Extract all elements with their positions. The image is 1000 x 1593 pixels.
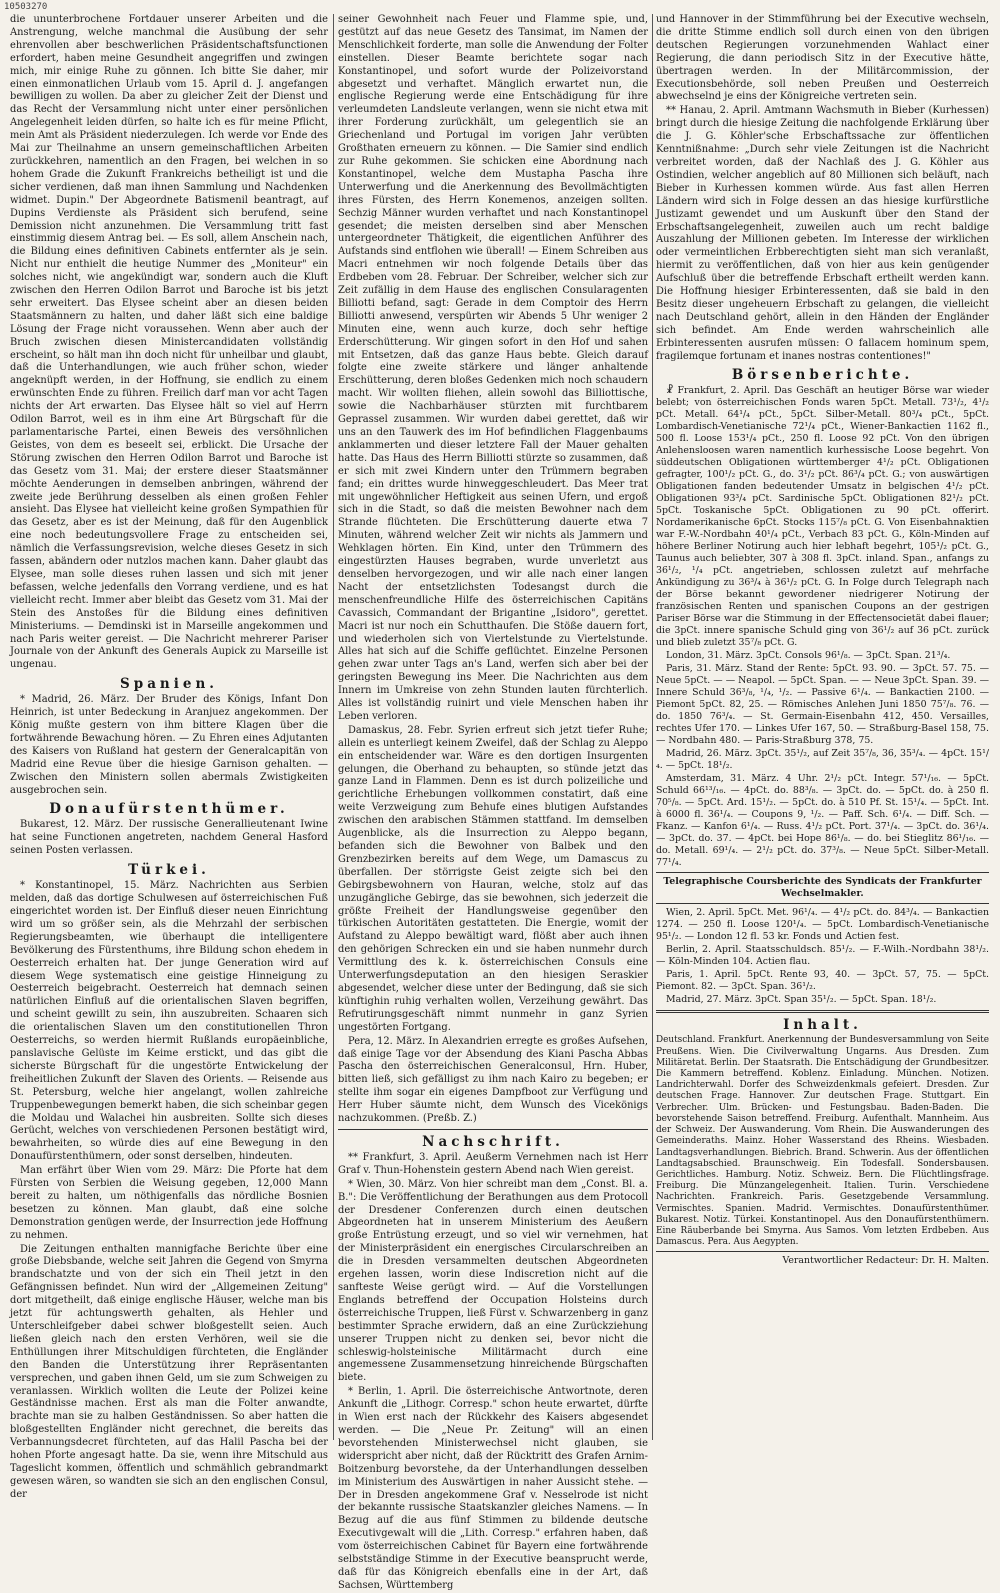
market-report: Madrid, 26. März. 3pCt. 35¹/₂, auf Zeit 35⁷/₈, 36, 35³/₄. — 4pCt. 15¹/₄. — 5pCt. 18¹/₂.	[656, 748, 989, 772]
section-heading-nachschrift: Nachschrift.	[422, 1133, 564, 1150]
column-rule	[652, 14, 653, 1440]
article-paragraph: Man erfährt über Wien vom 29. März: Die Pforte hat dem Fürsten von Serbien die Weisung gegeben, 12,000 Mann bereit zu halten, um nöthigenfalls das nördliche Bosnien besetzen zu können. Man glaubt, daß eine solche Demonstration genügen werde, der Insurrection jede Hoffnung zu nehmen.	[10, 1165, 328, 1241]
article-paragraph: Damaskus, 28. Febr. Syrien erfreut sich jetzt tiefer Ruhe; allein es unterliegt keinem Zweifel, daß der Schlag zu Aleppo ein entscheidender war. Wäre es den dortigen Insurgenten gelungen, die Oberhand zu behaupten, so stünde jetzt das ganze Land in Flammen. Denn es ist durch polizeiliche und gerichtliche Erhebungen vollkommen constatirt, daß eine weite Verzweigung zum Behufe eines blutigen Aufstandes zwischen den arabischen Stämmen stattfand. Im demselben Augenblicke, als die Insurrection zu Aleppo begann, befanden sich die Bewohner von Balbek und den Grenzbezirken bereits auf dem Wege, um Damascus zu überfallen. Der störrigste Geist zeigte sich bei den Gebirgsbewohnern von Hauran, welche, stolz auf das unzugängliche Gebirge, das sie bewohnen, sich jederzeit die größte Freiheit der Handlungsweise gegenüber den türkischen Autoritäten gestatteten. Die Energie, womit der Aufstand zu Aleppo bewältigt ward, flößt aber auch ihnen den gehörigen Schrecken ein und sie haben nunmehr durch Vermittlung des k. k. österreichischen Consuls eine Unterwerfungsdeputation an den hiesigen Seraskier abgesendet, welcher diese unter der Bedingung, daß sie sich künftighin ruhig verhalten wollen, Verzeihung gewährt. Das Refrutirungsgeschäft nimmt nunmehr in ganz Syrien ungestörten Fortgang.	[338, 724, 648, 1033]
article-paragraph: seiner Gewohnheit nach Feuer und Flamme spie, und, gestützt auf das neue Gesetz des Tansimat, im Namen der Menschlichkeit forderte, man solle die Anwendung der Folter einstellen. Dieser Beamte berichtete sogar nach Konstantinopel, und sofort wurde der Polizeivorstand abgesetzt und verhaftet. Mänglich erwartet nun, die englische Regierung werde eine Entschädigung für ihre verleumdeten Landsleute verlangen, wenn sie nicht etwa mit ihrer Forderung zurückhält, um gelegentlich sie an Griechenland und Portugal im vorigen Jahr verübten Großthaten erneuern zu können. — Die Samier sind endlich zur Ruhe gekommen. Sie schicken eine Abordnung nach Konstantinopel, welche dem Mustapha Pascha ihre Unterwerfung und die Anerkennung des Bevollmächtigten ihres Fürsten, des Herrn Konemenos, anzeigen sollten. Sechzig Männer wurden verhaftet und nach Konstantinopel gesendet; die meisten derselben sind aber Menschen untergeordneter Thätigkeit, die eigentlichen Anführer des Aufstands sind entflohen wie überall! — Einem Schreiben aus Macri entnehmen wir noch folgende Details über das Erdbeben vom 28. Februar. Der Schreiber, welcher sich zur Zeit zufällig in dem Hause des englischen Consularagenten Billiotti befand, sagt: Gerade in dem Comptoir des Herrn Billiotti anwesend, verspürten wir Abends 5 Uhr weniger 2 Minuten eine, wenn auch kurze, doch sehr heftige Erderschütterung. Wir gingen sofort in den Hof und sahen mit Entsetzen, daß das ganze Haus bebte. Gleich darauf folgte eine zweite stärkere und länger anhaltende Erschütterung, deren bloßes Gedenken mich noch schaudern macht. Wir wollten fliehen, allein sowohl das Billiottische, sowie die Nachbarhäuser stürzten mit furchtbarem Geprassel zusammen. Wir wurden dabei gerettet, daß wir uns an den Tauwerk des im Hof befindlichen Flaggenbaums anklammerten und dieser letztere Fall der Mauer gehalten hatte. Das Haus des Herrn Billiotti stürzte so zusammen, daß er sich mit zwei Kindern unter den Trümmern begraben fand; ein drittes wurde hinweggeschleudert. Das Meer trat mit ungewöhnlicher Heftigkeit aus seinen Ufern, und ergoß sich in die Stadt, so daß die meisten Bewohner nach dem Strande flüchteten. Die Erschütterung dauerte etwa 7 Minuten, während welcher Zeit wir nichts als Jammern und Wehklagen hörten. Ein Kind, unter den Trümmern des eingestürzten Hauses begraben, wurde unverletzt aus denselben hervorgezogen, und wir alle nach einer langen Nacht der entsetzlichsten Todesangst durch die menschenfreundliche Hilfe des österreichischen Capitäns Cavassich, Commandant der Brigantine „Isidoro", gerettet. Macri ist nur noch ein Schutthaufen. Die Stöße dauern fort, und wiederholen sich von Viertelstunde zu Viertelstunde. Alles hat sich auf die Schiffe geflüchtet. Einzelne Personen gehen zwar unter Tags an's Land, werfen sich aber bei der geringsten Bewegung ins Meer. Die Nachrichten aus dem Innern im Umkreise von zehn Stunden lauten fürchterlich. Alles ist vollständig ruinirt und viele Menschen haben ihr Leben verloren.	[338, 14, 649, 722]
market-report: Amsterdam, 31. März. 4 Uhr. 2¹/₂ pCt. Integr. 57¹/₁₆. — 5pCt. Schuld 66¹³/₁₆. — 4pCt. do. 88³/₈. — 3pCt. do. — 5pCt. do. à 250 fl. 70⁵/₈. — 5pCt. Ard. 15¹/₂. — 5pCt. do. à 510 Pf. St. 15¹/₄. — 5pCt. Int. à 6000 fl. 36¹/₄. — Coupons 9, ¹/₂. — Paff. Sch. 6¹/₄. — Diff. Sch. — Fkanz. — Kanfon 6¹/₄. — Russ. 4¹/₂ pCt. Port. 37¹/₄. — 3pCt. do. 36¹/₄. — 3pCt. do. 37. — 4pCt. bei Hope 86¹/₈. — do. bei Stieglitz 86¹/₁₆. — do. Metall. 69¹/₄. — 2¹/₂ pCt. do. 37³/₈. — Neue 5pCt. Silber-Metall. 77¹/₄.	[656, 773, 989, 869]
column-rule	[333, 14, 334, 1440]
divider	[656, 903, 989, 904]
divider	[656, 1251, 989, 1252]
page-id: 10503270	[4, 2, 48, 12]
article-paragraph: ☧ Frankfurt, 2. April. Das Geschäft an heutiger Börse war wieder belebt; von österreichischen Fonds waren 5pCt. Metall. 73¹/₂, 4¹/₂ pCt. Metall. 64¹/₄ pCt., 5pCt. Silber-Metall. 80³/₄ pCt., 5pCt. Lombardisch-Venetianische 72¹/₄ pCt., Wiener-Bankactien 1162 fl., 500 fl. Loose 153¹/₄ pCt., 250 fl. Loose 92 pCt. Von den übrigen Anlehensloosen waren namentlich kurhessische Loose begehrt. Von süddeutschen Obligationen württemberger 4¹/₂ pCt. Obligationen gefragter, 100¹/₂ pCt. G., do. 3¹/₂ pCt. 86³/₄ pCt. G.; von auswärtigen Obligationen fanden bedeutender Umsatz in belgischen 4¹/₂ pCt. Obligationen 93³/₄ pCt. Sardinische 5pCt. Obligationen 82¹/₂ pCt. 5pCt. Toskanische 5pCt. Obligationen zu 90 pCt. offerirt. Nordamerikanische 6pCt. Stocks 115⁷/₈ pCt. G. Von Eisenbahnaktien war F.-W.-Nordbahn 40¹/₄ pCt., Verbach 83 pCt. G., Köln-Minden auf höhere Berliner Notirung auch hier lebhaft begehrt, 105¹/₂ pCt. G., Taunus auch beliebter, 307 à 308 fl. 3pCt. inland. Span., anfangs zu 36¹/₂, ¹/₄ pCt. angetrieben, schlossen zuletzt auf mehrfache Ankündigung zu 36³/₄ à 36¹/₂ pCt. G. In Folge durch Telegraph nach der Börse bekannt gewordener niedrigerer Notirung der französischen Renten und spanischen Coupons an der gestrigen Pariser Börse war die Stimmung in der Effectensocietät dabei flauer; die 3pCt. innere spanische Schuld ging von 36¹/₂ auf 36 pCt. zurück und blieb zuletzt 35⁷/₈ pCt. G.	[656, 385, 989, 649]
divider	[656, 1010, 989, 1013]
article-paragraph: * Konstantinopel, 15. März. Nachrichten aus Serbien melden, daß das dortige Schulwesen auf österreichischen Fuß eingerichtet worden ist. Der Einfluß dieser neuen Einrichtung wird um so größer sein, als die Mehrzahl der serbischen Regierungsbeamten, wie überhaupt die intelligentere Bevölkerung des Fürstenthums, ihre Bildung schon ehedem in Oesterreich erhalten hat. Der junge Generation wird auf diesem Wege systematisch eine geistige Hinneigung zu Oesterreich beigebracht. Oesterreich hat demnach seinen natürlichen Einfluß auf die orientalischen Slaven begriffen, und scheint gewillt zu sein, ihn auszubreiten. Schaaren sich die orientalischen Slaven um den constitutionellen Thron Oesterreichs, so werden hiermit Rußlands europäeinbliche, panslavische Gelüste im Keime erstickt, und das gibt die sicherste Bürgschaft für die ungestörte Entwickelung der freiheitlichen Zukunft der Slaven des Orients. — Reisende aus St. Petersburg, welche hier angelangt, wollen zahlreiche Truppenbewegungen bemerkt haben, die sich scheinbar gegen die Moldau und Walachei hin ausbreiten. Sollte sich dieses Gerücht, welches von verschiedenen Personen bestätigt wird, bewahrheiten, so würde dies auf eine Bewegung in den Donaufürstenthümern, oder sonst derselben, hindeuten.	[10, 880, 328, 1163]
market-report: Paris, 31. März. Stand der Rente: 5pCt. 93. 90. — 3pCt. 57. 75. — Neue 5pCt. — — Neapol. — 5pCt. Span. — — Neue 3pCt. Span. 39. — Innere Schuld 36³/₈, ¹/₄, ¹/₂. — Passive 6¹/₄. — Bankactien 2100. — Piemont 5pCt. 82, 25. — Römisches Anlehen Juni 1850 75⁷/₈. 76. — do. 1850 76³/₄. — St. Germain-Eisenbahn 412, 450. Versailles, rechtes Ufer 170. — Linkes Ufer 167, 50. — Straßburg-Basel 158, 75. — Nordbahn 480. — Paris-Straßburg 378, 75.	[656, 663, 989, 747]
market-report: London, 31. März. 3pCt. Consols 96¹/₈. — 3pCt. Span. 21³/₄.	[666, 650, 951, 662]
market-report: Berlin, 2. April. Staatsschuldsch. 85¹/₂. — F.-Wilh.-Nordbahn 38¹/₂. — Köln-Minden 104. Actien flau.	[656, 944, 989, 968]
section-heading-tuerkei: Türkei.	[128, 862, 210, 879]
market-report: Paris, 1. April. 5pCt. Rente 93, 40. — 3pCt. 57, 75. — 5pCt. Piemont. 82. — 3pCt. Span. 36¹/₂.	[656, 969, 989, 993]
section-heading-spanien: Spanien.	[120, 676, 218, 693]
article-paragraph: * Madrid, 26. März. Der Bruder des Königs, Infant Don Heinrich, ist unter Bedeckung in Aranjuez angekommen. Der König mußte gestern von ihm bittere Klagen über die fortwährende Bewachung hören. — Zu Ehren eines Adjutanten des Kaisers von Rußland hat gestern der Generalcapitän von Madrid eine Revue über die hiesige Garnison gehalten. — Zwischen den Ministern sollen abermals Zwistigkeiten ausgebrochen sein.	[10, 694, 328, 796]
article-paragraph: Pera, 12. März. In Alexandrien erregte es großes Aufsehen, daß einige Tage vor der Absendung des Kiani Pascha Abbas Pascha den österreichischen Generalconsul, Hrn. Huber, bitten ließ, sich gefälligst zu ihm nach Kairo zu begeben; er stellte ihm sogar ein eigenes Dampfboot zur Verfügung und Herr Huber säumte nicht, dem Wunsch des Vicekönigs nachzukommen. (Preßb. Z.)	[338, 1035, 648, 1125]
article-paragraph: die ununterbrochene Fortdauer unserer Arbeiten und die Anstrengung, welche manchmal die Ausübung der sehr ehrenvollen aber beschwerlichen Präsidentschaftsfunctionen erfordert, haben meine Gesundheit angegriffen und zwingen mich, mir einige Ruhe zu gönnen. Ich bitte Sie daher, mir einen einmonatlichen Urlaub vom 15. April d. J. angefangen bewilligen zu wollen. Da aber zu gleicher Zeit der Dienst und das Recht der Versammlung nicht unter einer persönlichen Angelegenheit leiden dürfen, so halte ich es für meine Pflicht, mein Amt als Präsident niederzulegen. Ich werde vor Ende des Mai zur Theilnahme an unsern gemeinschaftlichen Arbeiten zurückkehren, namentlich an den Fragen, bei welchen in so hohem Grade die Zukunft Frankreichs betheiligt ist und die sicher verdienen, daß man ihnen Sammlung und Nachdenken widmet. Dupin." Der Abgeordnete Batismenil beantragt, auf Dupins Verdienste als Präsident sich berufend, seine Demission nicht anzunehmen. Die Versammlung tritt fast einstimmig diesem Antrag bei. — Es soll, allem Anschein nach, die Bildung eines definitiven Cabinets entfernter als je sein. Nicht nur enthielt die heutige Nummer des „Moniteur" ein solches nicht, wie angekündigt war, sondern auch die Kluft zwischen den Herren Odilon Barrot und Baroche ist bis jetzt sehr erweitert. Das Elysee scheint aber an diesen beiden Staatsmännern zu halten, und daher läßt sich eine baldige Lösung der Frage nicht voraussehen. Wenn aber auch der Bruch zwischen diesen Ministercandidaten vollständig erscheint, so hält man ihn doch nicht für unheilbar und glaubt, daß die Unterhandlungen, wie auch früher schon, wieder angeknüpft werden, in der Hoffnung, sie endlich zu einem erwünschten Ende zu führen. Freilich darf man vor acht Tagen nichts der Art erwarten. Das Elysee hält so viel auf Herrn Odilon Barrot, weil es in ihm eine Art Bürgschaft für die parlamentarische Partei, einen Beweis des versöhnlichen Geistes, von dem es beseelt sei, erblickt. Die Ursache der Störung zwischen den Herren Odilon Barrot und Baroche ist das Gesetz vom 31. Mai; der erstere dieser Staatsmänner möchte Aenderungen in demselben anbringen, während der zweite jede Berührung desselben als einen großen Fehler ansieht. Das Elysee hat vielleicht keine großen Sympathien für das Gesetz, aber es ist der Meinung, daß für den Augenblick eine noch bedeutungsvollere Frage zu entscheiden sei, nämlich die Verfassungsrevision, welche dieses Gesetz in sich fassen, abändern oder nutzlos machen kann. Daher glaubt das Elysee, man solle dieses ruhen lassen und sich mit jener befassen, welche jedenfalls den Vorrang verdiene, und es hat vielleicht recht. Immer aber bleibt das Gesetz vom 31. Mai der Stein des Anstoßes für die Bildung eines definitiven Ministeriums. — Demdinski ist in Marseille angekommen und nach Paris weiter gereist. — Die Nachricht mehrerer Pariser Journale von der Ankunft des Generals Aupick zu Marseille ist ungenau.	[10, 14, 328, 671]
article-paragraph: ** Hanau, 2. April. Amtmann Wachsmuth in Bieber (Kurhessen) bringt durch die hiesige Zeitung die nachfolgende Erklärung über die J. G. Köhler'sche Erbschaftssache zur öffentlichen Kenntnißnahme: „Durch sehr viele Zeitungen ist die Nachricht verbreitet worden, daß der Nachlaß des J. G. Köhler aus Ostindien, welcher angeblich auf 80 Millionen sich beläuft, nach Bieber in Kurhessen kommen würde. Aus fast allen Herren Ländern wird sich in Folge dessen an das hiesige kurfürstliche Justizamt gewendet und um Auskunft über den Stand der Erbschaftsangelegenheit, zuweilen auch um recht baldige Auszahlung der Millionen gebeten. Im Interesse der wirklichen oder vermeintlichen Erbberechtigten sieht man sich veranlaßt, hiermit zu veröffentlichen, daß von hier aus kein genügender Aufschluß über die betreffende Erbschaft ertheilt werden kann. Die Hoffnung hiesiger Erbinteressenten, daß sie bald in den Besitz dieser ungeheuern Erbschaft zu gelangen, die vielleicht nach Deutschland gehört, allein in den Händen der Engländer sich befindet. Am Ende werden wahrscheinlich alle Erbinteressenten ausrufen müssen: O fallacem hominum spem, fragilemque fortunam et inanes nostras contentiones!"	[656, 105, 989, 362]
column-3	[656, 14, 989, 1440]
market-report: Wien, 2. April. 5pCt. Met. 96¹/₄. — 4¹/₂ pCt. do. 84³/₄. — Bankactien 1274. — 250 fl. Loose 120¹/₄. — 5pCt. Lombardisch-Venetianische 95¹/₂. — London 12 fl. 53 kr. Fonds und Actien fest.	[656, 907, 989, 943]
section-heading-boerse: Börsenberichte.	[731, 367, 914, 384]
article-paragraph: und Hannover in der Stimmführung bei der Executive wechseln, die dritte Stimme endlich soll durch einen von den übrigen deutschen Regierungen vorzunehmenden Wahlact einer Regierung, die dann periodisch Sitz in der Executive hätte, übertragen werden. In der Militärcommission, der Executionsbehörde, soll neben Preußen und Oesterreich abwechselnd je eins der Königreiche vertreten sein.	[656, 14, 989, 103]
divider	[338, 1129, 648, 1130]
article-paragraph: Bukarest, 12. März. Der russische Generallieutenant Iwine hat seine Functionen angetreten, nachdem General Hasford seinen Posten verlassen.	[10, 819, 328, 857]
article-paragraph: * Berlin, 1. April. Die österreichische Antwortnote, deren Ankunft die „Lithogr. Corresp." schon heute erwartet, dürfte in Wien erst nach der Rückkehr des Kaisers abgesendet werden. — Die „Neue Pr. Zeitung" will an einen bevorstehenden Ministerwechsel nicht glauben, sie widerspricht aber nicht, daß der Rücktritt des Grafen Arnim-Boitzenburg bevorstehe, da der Unterhandlungen desselben im Ministerium des Auswärtigen in naher Aussicht stehe. — Der in Dresden angekommene Graf v. Nesselrode ist nicht der bekannte russische Staatskanzler gleiches Namens. — In Bezug auf die aus fünf Stimmen zu bildende deutsche Executivgewalt will die „Lith. Corresp." erfahren haben, daß vom österreichischen Cabinet für Bayern eine fortwährende selbstständige Stimme in der Executive beansprucht werde, daß für das Königreich ebenfalls eine in der Art, daß Sachsen, Württemberg	[338, 1386, 648, 1591]
market-report: Madrid, 27. März. 3pCt. Span 35¹/₂. — 5pCt. Span. 18¹/₂.	[666, 994, 937, 1006]
column-2	[338, 14, 649, 1591]
telegraph-heading: Telegraphische Coursberichte des Syndicats der Frankfurter Wechselmakler.	[663, 876, 982, 900]
editor-signature: Verantwortlicher Redacteur: Dr. H. Malten.	[782, 1255, 989, 1267]
table-of-contents: Deutschland. Frankfurt. Anerkennung der Bundesversammlung von Seite Preußens. Wien. Die Civilverwaltung Ungarns. Aus Dresden. Zum Militäretat. Berlin. Der Staatsrath. Die Entschädigung der Grundbesitzer. Die Kammern betreffend. Koblenz. Einladung. München. Notizen. Landrichterwahl. Dorfer des Schweizdenkmals gefeiert. Dresden. Zur deutschen Frage. Hannover. Zur deutschen Frage. Stuttgart. Ein Verbrecher. Ulm. Brücken- und Festungsbau. Baden-Baden. Die bevorstehende Saison betreffend. Freiburg. Aufenthalt. Mannheim. Aus der Schweiz. Der Auswanderung. Vom Rhein. Die Auswanderungen des Gemeinderaths. Mainz. Hoher Wasserstand des Rheins. Wiesbaden. Landtagsverhandlungen. Biebrich. Brand. Schwerin. Aus der öffentlichen Landtagsabschied. Braunschweig. Ein Todesfall. Sondersbausen. Gerichtliches. Hamburg. Notiz. Schweiz. Bern. Die Flüchtlingsfrage. Freiburg. Die Münzangelegenheit. Italien. Turin. Verschiedene Nachrichten. Frankreich. Paris. Gesetzgebende Versammlung. Vermischtes. Spanien. Madrid. Vermischtes. Donaufürstenthümer. Bukarest. Notiz. Türkei. Konstantinopel. Aus den Donaufürstenthümern. Eine Räuberbande bei Smyrna. Aus Samos. Vom letzten Erdbeben. Aus Damascus. Pera. Aus Aegypten.	[656, 1035, 989, 1248]
article-paragraph: * Wien, 30. März. Von hier schreibt man dem „Const. Bl. a. B.": Die Veröffentlichung der Berathungen aus dem Protocoll der Dresdener Conferenzen durch einen deutschen Abgeordneten hat in unserem Ministerium des Aeußern große Entrüstung erzeugt, und so viel wir vernehmen, hat der Ministerpräsident ein energisches Circularschreiben an die in Dresden versammelten deutschen Abgeordneten ergehen lassen, worin diese Indiscretion nicht auf die sanfteste Weise gerügt wird. — Auf die Vorstellungen Englands betreffend der Occupation Holsteins durch österreichische Truppen, ließ Fürst v. Schwarzenberg in ganz bestimmter Sprache erwidern, daß an eine Zurückziehung unserer Truppen nicht zu denken sei, bevor nicht die schleswig-holsteinische Militärmacht durch eine angemessene Zusammensetzung hinreichende Bürgschaften biete.	[338, 1178, 648, 1384]
article-paragraph: ** Frankfurt, 3. April. Aeußerm Vernehmen nach ist Herr Graf v. Thun-Hohenstein gestern Abend nach Wien gereist.	[338, 1151, 648, 1176]
section-heading-inhalt: Inhalt.	[783, 1017, 862, 1034]
divider	[656, 872, 989, 873]
column-1	[10, 14, 328, 1500]
article-paragraph: Die Zeitungen enthalten mannigfache Berichte über eine große Diebsbande, welche seit Jahren die Gegend von Smyrna brandschatzte und von der sich ein Theil jetzt in den Gefängnissen befindet. Nun wird der „Allgemeinen Zeitung" dort mitgetheilt, daß einige englische Häuser, welche man bis jetzt für achtungswerth gehalten, als Hehler und Unterschleifgeber dabei schwer bloßgestellt seien. Auch ließen gleich nach den ersten Verhören, weil sie die Enthüllungen ihrer Mitschuldigen fürchteten, die Engländer den Banden die Unterstützung ihrer Repräsentanten versprechen, und gaben ihnen Geld, um sie zum Schweigen zu veranlassen. Wirklich wollten die Leute der Polizei keine Geständnisse machen. Erst als man die Folter anwandte, brachte man sie zu halben Geständnissen. So aber hatten die bloßgestellten Engländer nicht gerechnet, die bereits das Verbannungsdecret fürchteten, auf das Halil Pascha bei der hohen Pforte angesagt hatte. Da sie, wenn ihre Mitschuld aus Tageslicht kommen, öffentlich und schmählich gebrandmarkt gewesen wären, so wandten sie sich an den englischen Consul, der	[10, 1243, 328, 1500]
section-heading-donau: Donaufürstenthümer.	[49, 801, 289, 818]
